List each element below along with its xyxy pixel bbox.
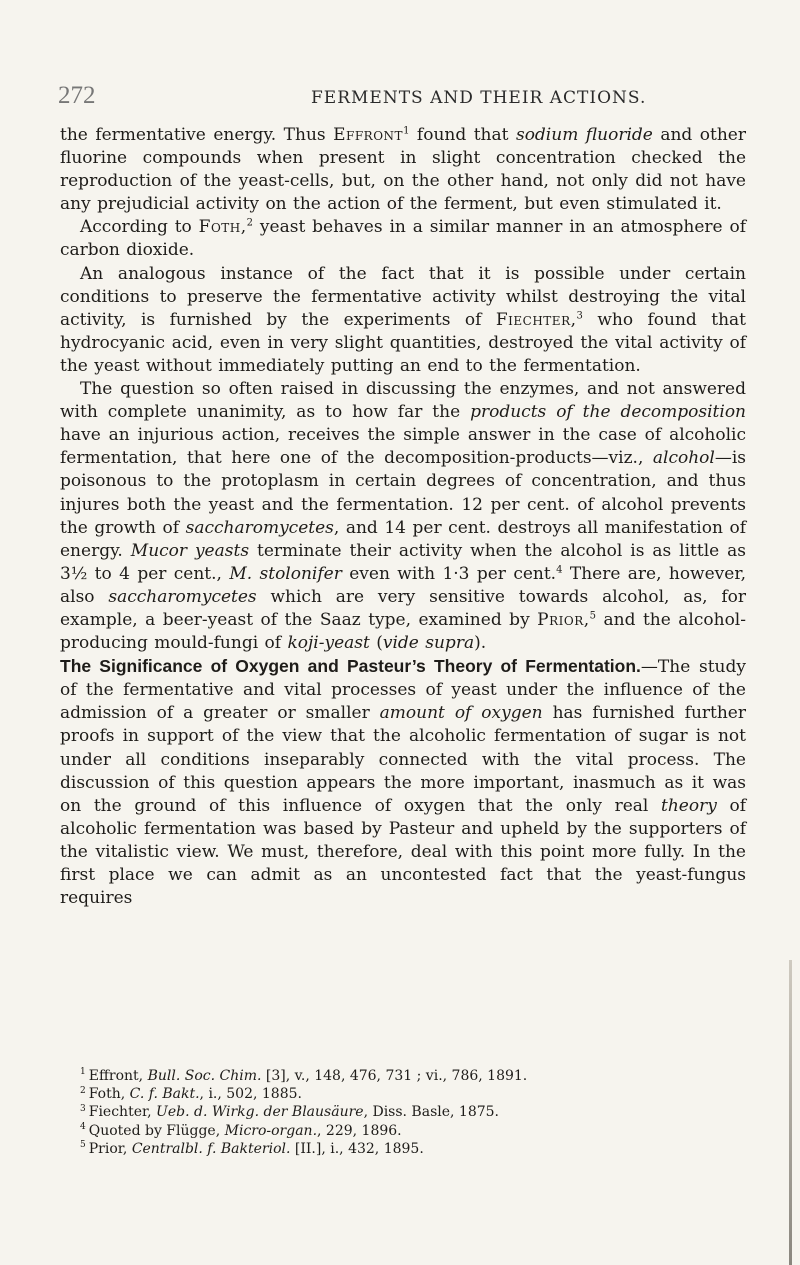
journal-title: Micro-organ. (224, 1122, 318, 1139)
footnote-number: 1 (80, 1067, 86, 1078)
italic-term: sodium fluoride (515, 125, 653, 145)
author-name: Foth, (198, 217, 247, 238)
text-run: yeast behaves in a similar manner in an atmosphere of carbon dioxide. (60, 217, 746, 261)
text-run: An analogous instance of the fact that it is possible under certain conditions to preserve the fermentative activity whilst destroying the vital activity, is furnished by the experiments of (60, 263, 746, 330)
text-run: Quoted by Flügge, (88, 1122, 225, 1139)
footnotes (80, 1067, 760, 1158)
footnote-3 (80, 1103, 760, 1121)
paragraph-2 (60, 216, 746, 262)
footnote-ref: 1 (403, 125, 410, 137)
italic-term: saccharomycetes (185, 517, 334, 538)
footnote-ref: 2 (246, 217, 254, 229)
text-run: The question so often raised in discussing the enzymes, and not answered with complete unanimity, as to how far the (60, 379, 746, 423)
text-run: even with 1·3 per cent. (341, 563, 557, 584)
text-run: [3], v., 148, 476, 731 ; vi., 786, 1891. (261, 1068, 528, 1084)
author-name: Effront (333, 125, 404, 145)
body-text (60, 124, 746, 910)
text-run: [II.], i., 432, 1895. (290, 1140, 424, 1157)
footnote-4 (80, 1122, 760, 1140)
text-run: has furnished further proofs in support of the view that the alcoholic fermentation of sugar is not under all conditions inseparably connected with the vital process. The discussion of this question appears the more important, inasmuch as it was on the ground of this influence of oxygen that the only real (60, 703, 746, 816)
footnote-number: 5 (80, 1140, 86, 1151)
italic-term: alcohol (652, 448, 715, 469)
text-run: , 229, 1896. (317, 1122, 402, 1139)
italic-term: saccharomycetes (108, 586, 257, 607)
text-run: ( (369, 633, 383, 654)
text-run: who found that hydrocyanic acid, even in very slight quantities, destroyed the vital activity of the yeast without immediately putting an end to the fermentation. (60, 309, 746, 376)
footnote-number: 2 (80, 1085, 86, 1096)
journal-title: Centralbl. f. Bakteriol. (131, 1140, 291, 1157)
italic-term: vide supra (382, 633, 475, 654)
footnote-1 (80, 1067, 760, 1085)
italic-term: products of the decomposition (470, 402, 746, 423)
text-run: and the alcohol-producing mould-fungi of (60, 609, 746, 654)
italic-term: theory (661, 795, 717, 816)
footnote-ref: 4 (556, 564, 563, 576)
footnote-ref: 3 (576, 310, 583, 322)
italic-term: Mucor yeasts (130, 540, 250, 561)
text-run: found that (409, 125, 516, 145)
paragraph-5 (60, 655, 746, 910)
text-run: ). (474, 633, 487, 654)
text-run: Effront, (88, 1068, 148, 1084)
text-run: , and 14 per cent. destroys all manifestation of energy. (60, 517, 747, 561)
footnote-2 (80, 1085, 760, 1103)
text-run: According to (80, 217, 199, 238)
text-run: Foth, (88, 1086, 130, 1103)
footnote-number: 3 (80, 1103, 86, 1114)
journal-title: Bull. Soc. Chim. (147, 1068, 262, 1084)
page-header (58, 82, 742, 112)
footnote-ref: 5 (589, 610, 597, 622)
section-heading: The Significance of Oxygen and Pasteur’s Theory of Fermentation. (60, 656, 641, 677)
text-run: of alcoholic fermentation was based by Pasteur and upheld by the supporters of the vitalistic view. We must, therefore, deal with this point more fully. In the first place we can admit as an uncontested fact that the yeast-fungus requires (60, 795, 746, 909)
text-run: Fiechter, (88, 1104, 157, 1121)
journal-title: C. f. Bakt. (129, 1086, 200, 1103)
journal-title: Ueb. d. Wirkg. der Blausäure (156, 1104, 364, 1121)
paragraph-3 (60, 263, 746, 378)
text-run: the fermentative energy. Thus (60, 125, 334, 145)
text-run: There are, however, also (60, 563, 746, 607)
author-name: Prior, (537, 609, 590, 630)
paragraph-4 (60, 378, 746, 655)
page-number: 272 (58, 82, 96, 109)
paragraph-1 (60, 124, 746, 216)
running-title: FERMENTS AND THEIR ACTIONS. (311, 88, 647, 108)
text-run: —The study of the fermentative and vital processes of yeast under the influence of the admission of a greater or smaller (60, 657, 746, 724)
text-run: have an injurious action, receives the simple answer in the case of alcoholic fermentation, that here one of the decomposition-products—viz., (60, 425, 746, 469)
text-run: which are very sensitive towards alcohol, as, for example, a beer-yeast of the Saaz type, examined by (60, 586, 747, 630)
author-name: Fiechter, (495, 309, 577, 330)
footnote-5 (80, 1140, 760, 1158)
text-run: , Diss. Basle, 1875. (363, 1104, 499, 1121)
italic-term: amount of oxygen (379, 703, 543, 724)
italic-term: koji-yeast (287, 633, 370, 654)
footnote-number: 4 (80, 1121, 86, 1132)
text-run: and other fluorine compounds when present in slight concentration checked the reproduction of the yeast-cells, but, on the other hand, not only did not have any prejudicial activity on the action of the ferment, but even stimulated it. (60, 125, 746, 215)
text-run: Prior, (88, 1140, 132, 1157)
text-run: terminate their activity when the alcohol is as little as 3½ to 4 per cent., (60, 540, 747, 584)
text-run: —is poisonous to the protoplasm in certain degrees of concentration, and thus injures both the yeast and the fermentation. 12 per cent. of alcohol prevents the growth of (60, 448, 746, 538)
italic-term: M. stolonifer (229, 563, 342, 584)
page-edge-shadow (789, 960, 792, 1265)
text-run: , i., 502, 1885. (199, 1086, 302, 1103)
